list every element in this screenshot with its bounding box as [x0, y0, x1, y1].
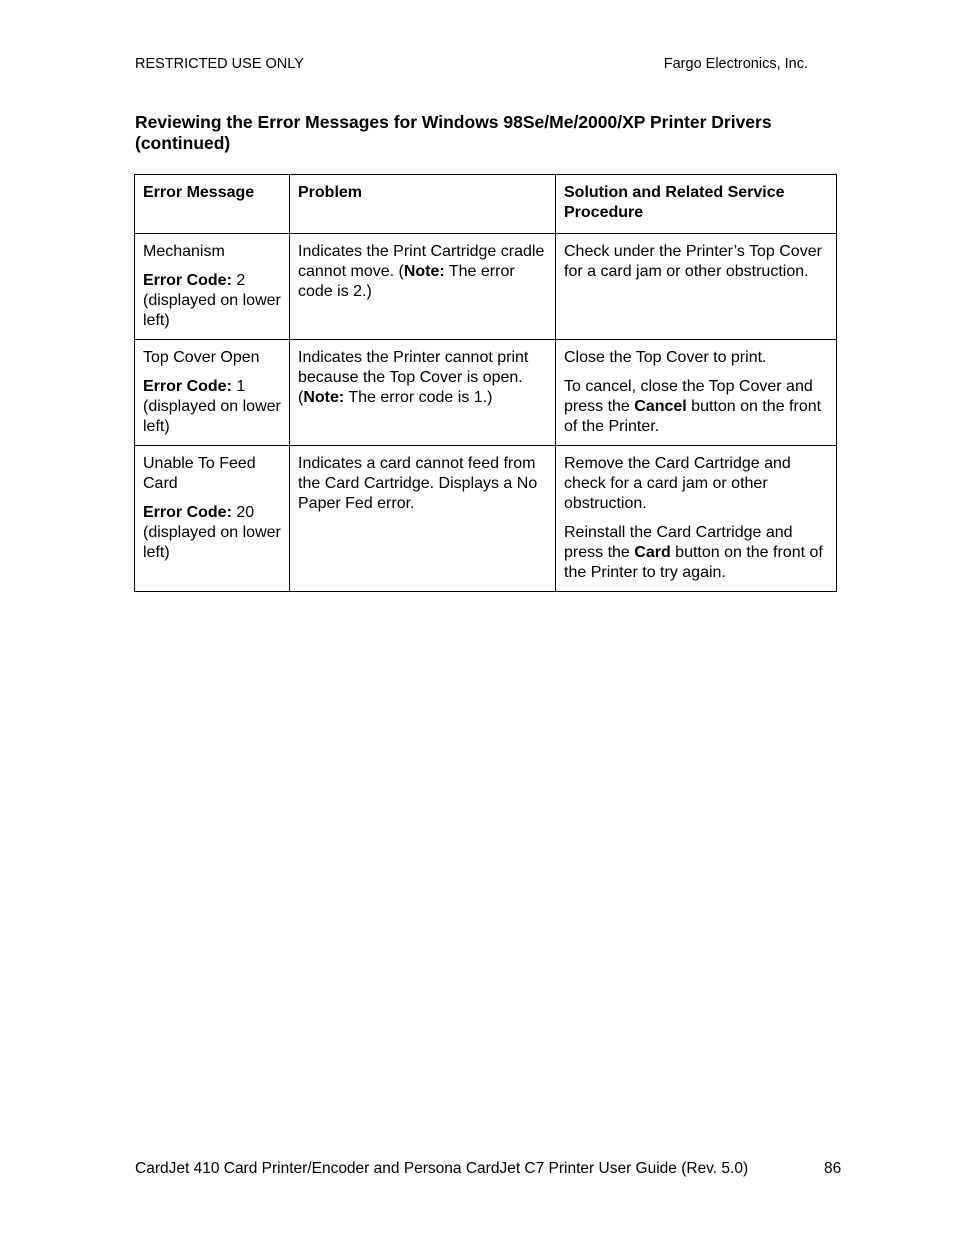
solution-text: button on the front of the Printer to try again. [564, 544, 823, 581]
note-text: The error code is 1.) [344, 389, 493, 406]
error-code-label: Error Code: [143, 504, 232, 521]
page-number: 86 [824, 1160, 842, 1177]
problem-text [298, 242, 547, 302]
note-text: The error code is 2.) [298, 263, 515, 300]
error-code [143, 503, 281, 563]
error-message-cell [135, 234, 290, 340]
table-row [135, 234, 837, 340]
solution-text: To cancel, close the Top Cover and press the [564, 378, 813, 415]
column-header-solution: Solution and Related Service Procedure [556, 175, 837, 234]
error-code [143, 271, 281, 331]
problem-cell [290, 446, 556, 592]
problem-text [298, 348, 547, 408]
header-company-name: Fargo Electronics, Inc. [663, 56, 808, 72]
error-message-name: Unable To Feed Card [143, 455, 256, 492]
problem-text: Indicates a card cannot feed from the Card Cartridge. Displays a No Paper Fed error. [298, 455, 538, 512]
error-message-name: Mechanism [143, 243, 225, 260]
table-row [135, 340, 837, 446]
solution-cell [556, 446, 837, 592]
error-messages-table [134, 174, 837, 592]
solution-step [564, 523, 828, 583]
solution-cell [556, 340, 837, 446]
solution-text: Reinstall the Card Cartridge and press the [564, 524, 793, 561]
column-header-error-message: Error Message [135, 175, 290, 234]
column-header-problem: Problem [290, 175, 556, 234]
error-message-cell [135, 340, 290, 446]
problem-description: Indicates the Print Cartridge cradle cannot move. ( [298, 243, 545, 280]
solution-cell [556, 234, 837, 340]
solution-step: Close the Top Cover to print. [564, 349, 767, 366]
solution-text: button on the front of the Printer. [564, 398, 822, 435]
solution-button-name: Card [634, 544, 671, 561]
footer-guide-title: CardJet 410 Card Printer/Encoder and Persona CardJet C7 Printer User Guide (Rev. 5.0) [135, 1160, 749, 1177]
note-label: Note: [403, 263, 445, 280]
error-code-value: 1 (displayed on lower left) [143, 378, 281, 435]
solution-button-name: Cancel [634, 398, 687, 415]
section-title: Reviewing the Error Messages for Windows 98Se/Me/2000/XP Printer Drivers (continued) [135, 112, 772, 153]
error-code-label: Error Code: [143, 272, 232, 289]
solution-step: Check under the Printer’s Top Cover for a card jam or other obstruction. [564, 243, 822, 280]
error-code-label: Error Code: [143, 378, 232, 395]
problem-cell [290, 340, 556, 446]
note-label: Note: [303, 389, 345, 406]
error-message-name: Top Cover Open [143, 349, 260, 366]
solution-step: Remove the Card Cartridge and check for a card jam or other obstruction. [564, 455, 791, 512]
table-header-row [135, 175, 837, 234]
solution-step [564, 377, 828, 437]
error-message-cell [135, 446, 290, 592]
error-code-value: 2 (displayed on lower left) [143, 272, 281, 329]
header-restricted-label: RESTRICTED USE ONLY [135, 56, 304, 72]
problem-description: Indicates the Printer cannot print because the Top Cover is open. ( [298, 349, 529, 406]
table-row [135, 446, 837, 592]
problem-cell [290, 234, 556, 340]
error-code-value: 20 (displayed on lower left) [143, 504, 281, 561]
error-code [143, 377, 281, 437]
